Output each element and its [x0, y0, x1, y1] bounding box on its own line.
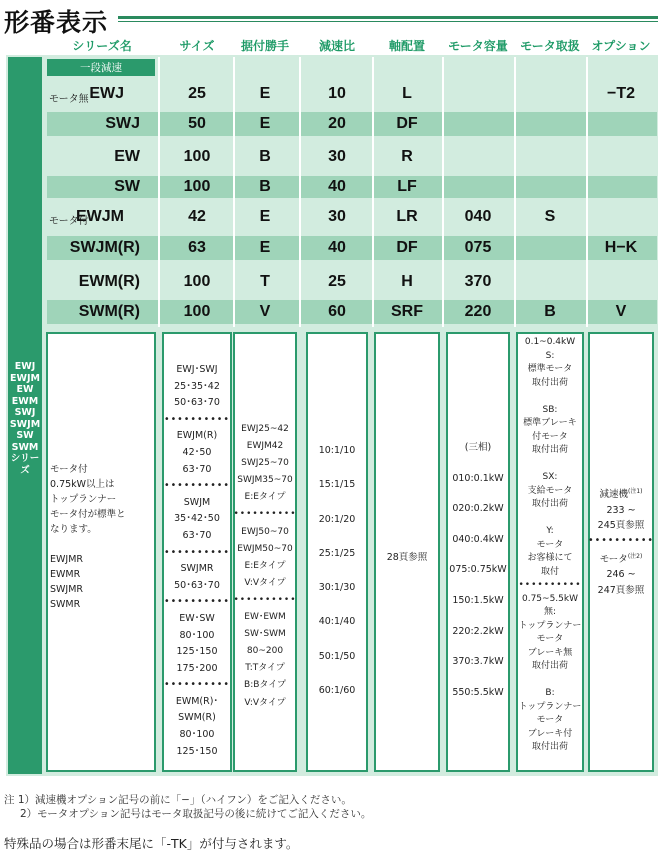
row-4-shaft: LR: [396, 208, 418, 225]
detail-line: 125･150: [176, 745, 218, 757]
detail-line: [50, 537, 154, 552]
detail-line: 010:0.1kW: [452, 472, 504, 484]
column-divider: [158, 57, 160, 327]
row-2-handling: [514, 140, 586, 174]
detail-line: モータ: [536, 539, 564, 550]
detail-line: 15:1/15: [318, 479, 356, 491]
ichidan-label: 一段減速: [47, 59, 155, 76]
row-0-shaft: L: [402, 85, 412, 102]
detail-line: V:Vタイプ: [244, 697, 286, 708]
detail-line: ••••••••••: [163, 546, 231, 558]
detail-line: 63･70: [182, 529, 212, 541]
detail-line: 標準ブレーキ: [523, 418, 577, 428]
detail-line: 25･35･42: [174, 380, 220, 392]
row-0-size: 25: [188, 85, 206, 102]
row-2-series: EW: [114, 148, 140, 165]
detail-line: SWJM35~70: [237, 475, 293, 486]
detail-line: 0.1~0.4kW: [524, 337, 576, 347]
title-underline-thin: [118, 21, 658, 22]
detail-line: モータ$^{(注2)}$: [599, 552, 643, 565]
row-4-ratio: 30: [328, 208, 346, 225]
detail-line: EWJM42: [246, 441, 284, 452]
detail-line: ••••••••••: [163, 596, 231, 608]
detail-line: モータ: [536, 634, 564, 644]
detail-line: 370:3.7kW: [452, 656, 504, 668]
side-series-item: EW: [16, 384, 34, 395]
detail-line: EWJ25~42: [241, 424, 289, 434]
detail-line: 20:1/20: [318, 513, 356, 525]
row-3-mount: B: [259, 178, 271, 195]
detail-line: モータ付: [50, 464, 88, 475]
row-0-capacity: [442, 78, 514, 110]
detail-line: B:Bタイプ: [244, 680, 286, 691]
header-series: シリーズ名: [72, 39, 132, 53]
detail-line: 80･100: [179, 629, 215, 641]
capacity-detail-text: [446, 433, 510, 708]
detail-line: 040:0.4kW: [452, 533, 504, 545]
row-0-mount: E: [259, 85, 271, 102]
row-7-option: V: [615, 303, 627, 320]
detail-line: SW･SWM: [244, 629, 286, 640]
header-ratio: 減速比: [318, 39, 355, 53]
side-label-bar: [8, 57, 42, 774]
row-3-option: [586, 176, 656, 198]
detail-line: 28頁参照: [386, 552, 428, 563]
detail-line: ••••••••••: [233, 509, 297, 520]
handling-detail-text: [516, 336, 584, 755]
detail-line: 付モータ: [532, 431, 568, 442]
row-1-size: 50: [188, 115, 206, 132]
row-6-shaft: H: [401, 273, 413, 290]
side-series-item: EWJM: [10, 372, 40, 384]
mount-detail-text: [233, 421, 297, 712]
detail-line: V:Vタイプ: [244, 577, 286, 588]
detail-line: ••••••••••: [163, 413, 231, 425]
detail-line: Y:: [546, 526, 554, 536]
header-option: オプション: [591, 39, 651, 53]
row-7-series: SWM(R): [78, 303, 140, 320]
row-5-series: SWJM(R): [69, 239, 140, 256]
motor-tsuki-label: モータ付: [49, 216, 89, 227]
series-detail-text: [50, 462, 154, 612]
detail-line: SWMR: [50, 599, 81, 610]
row-5-size: 63: [188, 239, 206, 256]
row-7-mount: V: [259, 303, 271, 320]
row-7-ratio: 60: [328, 303, 346, 320]
detail-line: 取付: [540, 566, 559, 577]
detail-line: SWJ25~70: [241, 458, 289, 469]
row-6-size: 100: [183, 273, 211, 290]
side-series-item: SWJM: [9, 418, 41, 430]
detail-line: 50:1/50: [318, 650, 356, 662]
detail-line: EWMR: [50, 569, 81, 580]
detail-line: 220:2.2kW: [452, 625, 504, 637]
detail-line: E:Eタイプ: [244, 492, 286, 503]
row-0-series: EWJ: [89, 85, 124, 102]
row-3-handling: [514, 176, 586, 198]
row-4-mount: E: [259, 208, 271, 225]
footnote-mark: (注2): [627, 552, 643, 560]
detail-line: EWM(R)･: [175, 695, 219, 707]
row-1-shaft: DF: [396, 115, 418, 132]
note-2: 2）モータオプション記号はモータ取扱記号の後に続けてご記入ください。: [20, 808, 372, 820]
detail-line: 175･200: [176, 662, 218, 674]
detail-line: 30:1/30: [318, 582, 356, 594]
side-series-item: EWJ: [14, 361, 36, 372]
detail-line: SB:: [542, 404, 558, 415]
detail-line: 550:5.5kW: [452, 686, 504, 698]
special-note: 特殊品の場合は形番末尾に「-TK」が付与されます。: [4, 836, 299, 851]
size-detail-text: [162, 362, 232, 760]
detail-line: 075:0.75kW: [449, 564, 507, 576]
row-1-option: [586, 112, 656, 136]
row-5-ratio: 40: [328, 239, 346, 256]
row-2-mount: B: [259, 148, 271, 165]
detail-line: EWJ･SWJ: [176, 364, 218, 375]
detail-line: B:: [545, 688, 555, 698]
detail-line: 233 ~: [606, 504, 636, 516]
detail-line: SWM(R): [178, 712, 216, 724]
side-series-item: EWM: [11, 395, 39, 407]
detail-line: 247頁参照: [597, 584, 645, 596]
detail-line: 0.75kW以上は: [50, 479, 115, 490]
detail-line: EWJMR: [50, 554, 83, 565]
header-capacity: モータ容量: [448, 39, 508, 53]
side-series-item: SWM: [11, 441, 39, 453]
detail-line: 25:1/25: [318, 547, 356, 559]
detail-line: SX:: [542, 472, 558, 482]
ratio-detail-text: [306, 434, 368, 708]
detail-line: EW･EWM: [244, 612, 286, 623]
row-2-ratio: 30: [328, 148, 346, 165]
row-6-capacity: 370: [464, 273, 492, 290]
row-0-ratio: 10: [328, 85, 346, 102]
row-1-mount: E: [259, 115, 271, 132]
motor-nashi-label: モータ無: [49, 94, 89, 105]
detail-line: E:Eタイプ: [244, 560, 286, 571]
detail-line: 10:1/10: [318, 445, 356, 456]
footnote-mark: (注1): [628, 488, 643, 495]
row-2-size: 100: [183, 148, 211, 165]
title-underline: [118, 16, 658, 19]
row-5-handling: [514, 236, 586, 260]
detail-line: [516, 390, 584, 404]
detail-line: 246 ~: [606, 569, 636, 581]
row-0-handling: [514, 78, 586, 110]
side-series-item: シリーズ: [10, 453, 40, 476]
row-0-option: −T2: [606, 85, 635, 102]
row-4-option: [586, 200, 656, 234]
row-3-capacity: [442, 176, 514, 198]
detail-line: 35･42･50: [174, 513, 220, 525]
detail-line: 取付出荷: [531, 742, 568, 752]
shaft-detail-text: [374, 550, 440, 565]
detail-line: 150:1.5kW: [452, 594, 504, 606]
detail-line: ••••••••••: [518, 580, 582, 590]
detail-line: [516, 458, 584, 472]
side-series-item: SWJ: [14, 407, 36, 418]
header-handling: モータ取扱: [520, 39, 580, 53]
row-3-size: 100: [183, 178, 211, 195]
row-2-option: [586, 140, 656, 174]
detail-line: 取付出荷: [531, 499, 568, 509]
detail-line: SWJMR: [180, 563, 214, 575]
detail-line: 取付出荷: [531, 377, 568, 388]
detail-line: ••••••••••: [163, 480, 231, 492]
row-2-shaft: R: [401, 148, 413, 165]
row-5-shaft: DF: [396, 239, 418, 256]
detail-line: 63･70: [182, 463, 212, 475]
row-2-capacity: [442, 140, 514, 174]
row-1-handling: [514, 112, 586, 136]
detail-line: お客様にて: [527, 553, 573, 563]
detail-line: ••••••••••: [588, 535, 655, 547]
header-mount: 据付勝手: [240, 39, 289, 53]
header-shaft: 軸配置: [388, 39, 425, 53]
side-series-list: [8, 361, 42, 476]
detail-line: SWJM: [183, 496, 211, 508]
detail-line: 245頁参照: [597, 519, 645, 531]
page-title: 形番表示: [4, 8, 109, 37]
row-3-ratio: 40: [328, 178, 346, 195]
detail-line: ••••••••••: [233, 594, 297, 605]
row-1-capacity: [442, 112, 514, 136]
row-5-mount: E: [259, 239, 271, 256]
detail-line: [516, 512, 584, 526]
detail-line: 0.75~5.5kW: [521, 593, 578, 604]
detail-line: トップランナー: [518, 620, 582, 631]
row-4-series: EWJM: [76, 208, 124, 225]
detail-line: 42･50: [182, 446, 212, 458]
row-6-handling: [514, 266, 586, 298]
detail-line: 125･150: [176, 646, 218, 658]
detail-line: 020:0.2kW: [452, 503, 504, 515]
row-4-handling: S: [544, 208, 556, 225]
row-5-option: H−K: [604, 239, 638, 256]
detail-line: EW･SW: [179, 612, 215, 624]
detail-line: 80･100: [179, 729, 215, 741]
detail-line: S:: [545, 350, 555, 361]
row-4-capacity: 040: [464, 208, 492, 225]
column-divider: [299, 57, 301, 327]
row-5-capacity: 075: [464, 239, 492, 256]
detail-line: なります。: [50, 524, 97, 535]
detail-line: SWJMR: [50, 584, 84, 595]
row-3-shaft: LF: [397, 178, 417, 195]
row-1-ratio: 20: [328, 115, 346, 132]
detail-line: 40:1/40: [318, 616, 356, 628]
detail-line: EWJM(R): [176, 430, 218, 442]
option-detail-text: [588, 484, 654, 598]
row-7-capacity: 220: [464, 303, 492, 320]
detail-line: トップランナー: [50, 494, 117, 505]
detail-line: T:Tタイプ: [245, 663, 285, 674]
detail-line: 取付出荷: [531, 445, 568, 455]
detail-line: ブレーキ付: [527, 728, 573, 739]
detail-line: 取付出荷: [531, 661, 568, 671]
detail-line: 支給モータ: [527, 485, 573, 496]
row-7-size: 100: [183, 303, 211, 320]
header-size: サイズ: [179, 39, 215, 53]
detail-line: EWJM50~70: [237, 543, 293, 554]
detail-line: [516, 674, 584, 688]
detail-line: EWJ50~70: [241, 526, 289, 537]
detail-line: モータ: [536, 715, 564, 725]
detail-line: トップランナー: [518, 701, 582, 712]
row-6-ratio: 25: [328, 273, 346, 290]
row-7-handling: B: [544, 303, 556, 320]
row-6-series: EWM(R): [78, 273, 140, 290]
row-1-series: SWJ: [105, 115, 140, 132]
detail-line: ••••••••••: [163, 679, 231, 691]
note-1: 注 1）減速機オプション記号の前に「−」（ハイフン）をご記入ください。: [4, 794, 352, 806]
row-3-series: SW: [114, 178, 140, 195]
detail-line: (三相): [464, 442, 492, 453]
detail-line: 50･63･70: [174, 397, 220, 409]
detail-line: モータ付が標準と: [50, 509, 126, 520]
detail-line: 50･63･70: [174, 579, 220, 591]
detail-line: 80~200: [246, 646, 284, 657]
row-4-size: 42: [188, 208, 206, 225]
side-series-item: SW: [16, 430, 34, 441]
detail-line: 無:: [543, 607, 557, 617]
detail-line: 60:1/60: [318, 685, 356, 697]
detail-line: 減速機$^{(注1)}$: [599, 488, 643, 501]
detail-line: ブレーキ無: [527, 647, 573, 658]
row-7-shaft: SRF: [391, 303, 423, 320]
row-6-mount: T: [260, 273, 270, 290]
detail-line: 標準モータ: [527, 364, 573, 374]
row-6-option: [586, 266, 656, 298]
